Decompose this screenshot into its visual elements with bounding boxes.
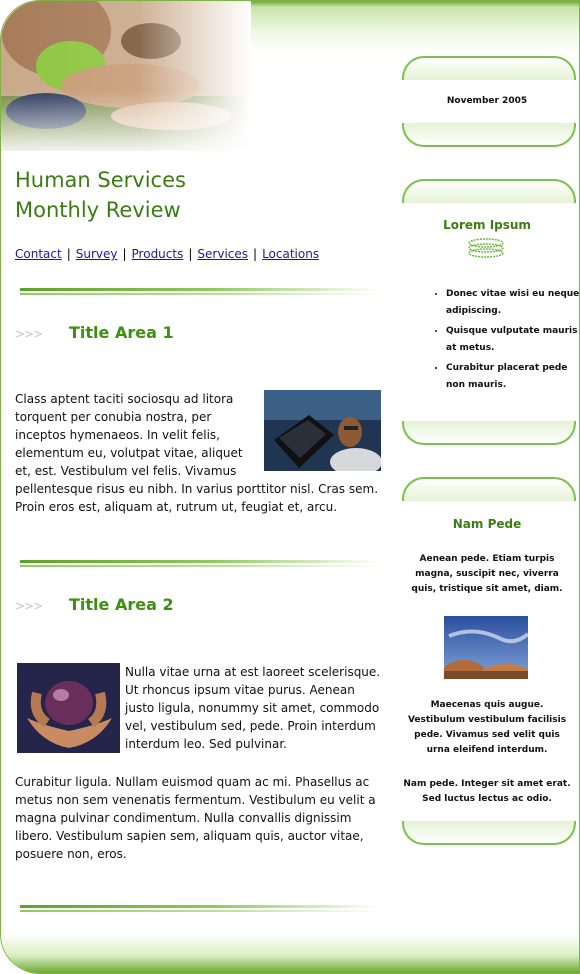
sidebar-box-3-bottom (402, 821, 576, 845)
section-divider (20, 560, 380, 568)
sidebar-nampede-para3: Nam pede. Integer sit amet erat. Sed luctus lectus ac odio. (403, 779, 571, 804)
green-rings-icon (467, 237, 505, 263)
section-2-text-2: Curabitur ligula. Nullam euismod quam ac mi. Phasellus ac metus non sem venenatis fermentum. Vestibulum eu velit a magna pulvinar condimentum. Nulla convallis dignissim libero. Vestibulum sapien sem, aliquam quis, auctor vitae, posuere non, eros. (15, 775, 376, 861)
page-title-line1: Human Services (15, 168, 186, 192)
arrows-icon: >>> (15, 599, 43, 613)
sidebar-box-2-bottom (402, 421, 576, 445)
nav-link-survey[interactable]: Survey (75, 247, 118, 261)
section-2-text: Nulla vitae urna at est laoreet scelerisque. Ut rhoncus ipsum vitae purus. Aenean justo ligula, nonummy sit amet, commodo vel, vestibulum sed, pede. Proin interdum interdum leo. Sed pulvinar. (125, 665, 381, 751)
nav-separator: | (66, 247, 71, 261)
nav-link-services[interactable]: Services (197, 247, 249, 261)
section-divider (20, 905, 380, 913)
sidebar-box-1-bottom (402, 123, 576, 147)
nav-links (15, 247, 319, 261)
section-divider (20, 288, 380, 296)
section-2-title: Title Area 2 (69, 595, 174, 614)
section-1-title: Title Area 1 (69, 323, 174, 342)
sidebar-lorem-heading: Lorem Ipsum (443, 218, 531, 232)
list-item: • Donec vitae wisi eu neque adipiscing. (446, 286, 580, 320)
sidebar-date: November 2005 (446, 96, 528, 106)
sidebar-box-1-top (402, 56, 576, 80)
list-item: • Curabitur placerat pede non mauris. (446, 360, 580, 394)
arrows-icon: >>> (15, 327, 43, 341)
nav-separator: | (253, 247, 258, 261)
section-1-header (15, 323, 215, 347)
hands-holding-globe-photo (17, 663, 120, 753)
section-2-body (15, 663, 383, 753)
nav-separator: | (122, 247, 127, 261)
sidebar-nampede-para1: Aenean pede. Etiam turpis magna, suscipit nec, viverra quis, tristique sit amet, diam. (411, 554, 563, 594)
section-2-header (15, 595, 215, 619)
section-1-text: Class aptent taciti sociosqu ad litora torquent per conubia nostra, per inceptos hymenaeos. In velit felis, elementum eu, volutpat vitae, aliquet et, est. Vestibulum vel felis. Vivamus pellentesque risus eu nibh. In varius porttitor nisl. Cras sem. Proin eros est, aliquam at, rutrum ut, feugiat et, arcu. (15, 392, 379, 514)
bottom-gradient-band (1, 933, 579, 973)
sidebar-box-2-top (402, 179, 576, 203)
nav-separator: | (188, 247, 193, 261)
man-at-laptop-photo (264, 390, 381, 471)
section-1-body (15, 390, 383, 516)
page-title (15, 165, 186, 225)
sidebar-lorem-list (428, 286, 580, 397)
nav-link-products[interactable]: Products (131, 247, 184, 261)
sidebar-box-3-top (402, 477, 576, 501)
list-item: • Quisque vulputate mauris at metus. (446, 323, 580, 357)
hero-stretching-photo (1, 1, 251, 151)
sidebar-nampede-heading: Nam Pede (452, 517, 522, 531)
page-title-line2: Monthly Review (15, 198, 181, 222)
sky-rocks-photo (444, 616, 528, 679)
nav-link-contact[interactable]: Contact (15, 247, 62, 261)
nav-link-locations[interactable]: Locations (262, 247, 320, 261)
sidebar-nampede-para2: Maecenas quis augue. Vestibulum vestibulum facilisis pede. Vivamus sed velit quis urna eleifend interdum. (407, 700, 567, 755)
